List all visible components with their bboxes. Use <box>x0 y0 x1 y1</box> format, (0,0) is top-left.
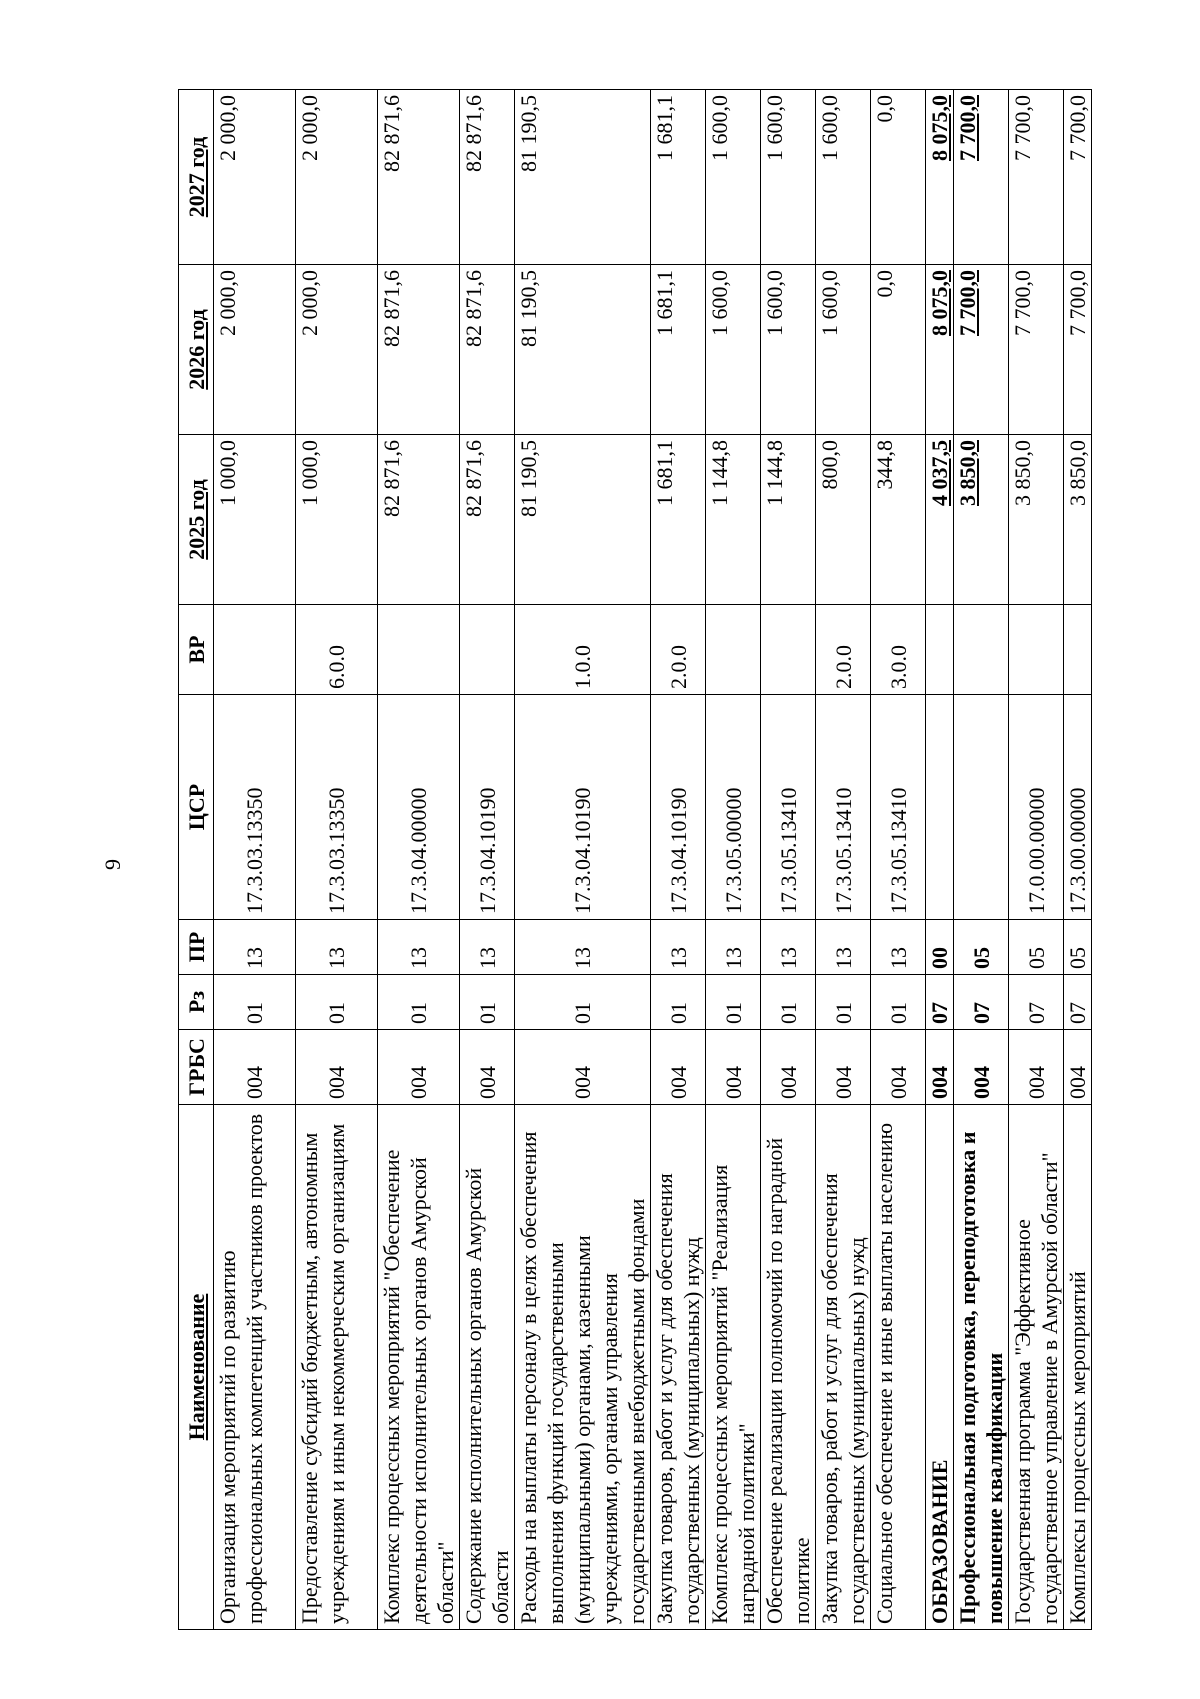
cell-pr: 00 <box>926 920 954 975</box>
cell-grbs: 004 <box>761 1030 816 1105</box>
cell-y2027: 1 600,0 <box>761 90 816 265</box>
cell-y2026: 81 190,5 <box>515 265 651 435</box>
cell-csr: 17.3.03.13350 <box>214 695 296 920</box>
cell-rz: 01 <box>816 975 871 1030</box>
table-row <box>954 90 1009 1630</box>
cell-csr: 17.3.05.00000 <box>706 695 761 920</box>
cell-pr: 05 <box>954 920 1009 975</box>
cell-pr: 05 <box>1009 920 1064 975</box>
cell-rz: 07 <box>1009 975 1064 1030</box>
cell-grbs: 004 <box>706 1030 761 1105</box>
cell-vr <box>378 605 460 695</box>
cell-y2027: 82 871,6 <box>378 90 460 265</box>
cell-pr: 13 <box>871 920 926 975</box>
cell-name: Государственная программа "Эффективное государственное управление в Амурской области" <box>1009 1105 1064 1630</box>
cell-rz: 01 <box>296 975 378 1030</box>
cell-vr <box>1064 605 1092 695</box>
cell-csr <box>954 695 1009 920</box>
cell-y2026: 7 700,0 <box>954 265 1009 435</box>
cell-rz: 01 <box>761 975 816 1030</box>
cell-name: Расходы на выплаты персоналу в целях обеспечения выполнения функций государственными (муниципальными) органами, казенными учреждениями, органами управления государственными внебюджетными фондами <box>515 1105 651 1630</box>
cell-grbs: 004 <box>871 1030 926 1105</box>
cell-rz: 01 <box>214 975 296 1030</box>
cell-y2026: 2 000,0 <box>214 265 296 435</box>
cell-csr: 17.0.00.00000 <box>1009 695 1064 920</box>
cell-grbs: 004 <box>651 1030 706 1105</box>
cell-name: Социальное обеспечение и иные выплаты населению <box>871 1105 926 1630</box>
cell-pr: 13 <box>651 920 706 975</box>
cell-rz: 01 <box>651 975 706 1030</box>
cell-y2026: 1 681,1 <box>651 265 706 435</box>
table-row <box>871 90 926 1630</box>
cell-grbs: 004 <box>515 1030 651 1105</box>
cell-csr: 17.3.05.13410 <box>871 695 926 920</box>
cell-grbs: 004 <box>378 1030 460 1105</box>
table-row <box>1009 90 1064 1630</box>
cell-vr: 2.0.0 <box>651 605 706 695</box>
header-vr: ВР <box>179 605 214 695</box>
cell-pr: 13 <box>515 920 651 975</box>
table-row <box>651 90 706 1630</box>
table-row <box>816 90 871 1630</box>
header-2026: 2026 год <box>179 265 214 435</box>
cell-y2026: 82 871,6 <box>460 265 515 435</box>
budget-table <box>178 89 1092 1630</box>
table-row <box>460 90 515 1630</box>
cell-name: Комплексы процессных мероприятий <box>1064 1105 1092 1630</box>
cell-vr: 2.0.0 <box>816 605 871 695</box>
cell-y2027: 1 600,0 <box>816 90 871 265</box>
cell-y2027: 2 000,0 <box>214 90 296 265</box>
cell-y2027: 0,0 <box>871 90 926 265</box>
cell-name: Закупка товаров, работ и услуг для обеспечения государственных (муниципальных) нужд <box>651 1105 706 1630</box>
cell-pr: 05 <box>1064 920 1092 975</box>
cell-name: Комплекс процессных мероприятий "Реализация наградной политики" <box>706 1105 761 1630</box>
cell-y2027: 81 190,5 <box>515 90 651 265</box>
cell-y2027: 7 700,0 <box>1064 90 1092 265</box>
cell-vr: 1.0.0 <box>515 605 651 695</box>
cell-csr: 17.3.04.10190 <box>651 695 706 920</box>
cell-grbs: 004 <box>296 1030 378 1105</box>
cell-pr: 13 <box>378 920 460 975</box>
cell-name: ОБРАЗОВАНИЕ <box>926 1105 954 1630</box>
header-grbs: ГРБС <box>179 1030 214 1105</box>
cell-vr <box>926 605 954 695</box>
cell-y2025: 1 000,0 <box>296 435 378 605</box>
cell-y2027: 82 871,6 <box>460 90 515 265</box>
cell-y2027: 8 075,0 <box>926 90 954 265</box>
cell-y2026: 82 871,6 <box>378 265 460 435</box>
header-2025: 2025 год <box>179 435 214 605</box>
cell-name: Комплекс процессных мероприятий "Обеспечение деятельности исполнительных органов Амурской области" <box>378 1105 460 1630</box>
cell-vr: 6.0.0 <box>296 605 378 695</box>
cell-vr <box>706 605 761 695</box>
cell-rz: 07 <box>926 975 954 1030</box>
cell-pr: 13 <box>460 920 515 975</box>
cell-csr: 17.3.04.00000 <box>378 695 460 920</box>
cell-vr <box>460 605 515 695</box>
cell-y2026: 2 000,0 <box>296 265 378 435</box>
cell-grbs: 004 <box>214 1030 296 1105</box>
table-row <box>378 90 460 1630</box>
cell-rz: 01 <box>871 975 926 1030</box>
cell-grbs: 004 <box>954 1030 1009 1105</box>
header-name: Наименование <box>179 1105 214 1630</box>
cell-y2025: 1 144,8 <box>706 435 761 605</box>
cell-y2027: 7 700,0 <box>954 90 1009 265</box>
cell-csr: 17.3.03.13350 <box>296 695 378 920</box>
cell-grbs: 004 <box>816 1030 871 1105</box>
cell-csr: 17.3.04.10190 <box>515 695 651 920</box>
cell-y2027: 7 700,0 <box>1009 90 1064 265</box>
page-number: 9 <box>100 859 125 870</box>
header-csr: ЦСР <box>179 695 214 920</box>
header-2027: 2027 год <box>179 90 214 265</box>
cell-csr: 17.3.05.13410 <box>761 695 816 920</box>
cell-y2025: 344,8 <box>871 435 926 605</box>
cell-name: Организация мероприятий по развитию профессиональных компетенций участников проектов <box>214 1105 296 1630</box>
cell-y2025: 1 000,0 <box>214 435 296 605</box>
cell-rz: 01 <box>706 975 761 1030</box>
cell-y2026: 1 600,0 <box>706 265 761 435</box>
table-row <box>515 90 651 1630</box>
header-pr: ПР <box>179 920 214 975</box>
table-header-row <box>179 90 214 1630</box>
cell-grbs: 004 <box>926 1030 954 1105</box>
cell-y2025: 3 850,0 <box>1064 435 1092 605</box>
cell-y2027: 1 681,1 <box>651 90 706 265</box>
cell-y2027: 1 600,0 <box>706 90 761 265</box>
cell-rz: 01 <box>460 975 515 1030</box>
cell-vr <box>1009 605 1064 695</box>
cell-csr <box>926 695 954 920</box>
table-row <box>296 90 378 1630</box>
cell-y2025: 82 871,6 <box>378 435 460 605</box>
cell-y2027: 2 000,0 <box>296 90 378 265</box>
cell-y2025: 1 144,8 <box>761 435 816 605</box>
cell-y2025: 81 190,5 <box>515 435 651 605</box>
cell-rz: 07 <box>954 975 1009 1030</box>
cell-name: Закупка товаров, работ и услуг для обеспечения государственных (муниципальных) нужд <box>816 1105 871 1630</box>
cell-name: Содержание исполнительных органов Амурской области <box>460 1105 515 1630</box>
cell-vr: 3.0.0 <box>871 605 926 695</box>
cell-name: Предоставление субсидий бюджетным, автономным учреждениям и иным некоммерческим организациям <box>296 1105 378 1630</box>
table-row <box>706 90 761 1630</box>
cell-vr <box>761 605 816 695</box>
cell-name: Обеспечение реализации полномочий по наградной политике <box>761 1105 816 1630</box>
budget-table-container <box>178 90 1200 1630</box>
cell-pr: 13 <box>706 920 761 975</box>
table-row <box>214 90 296 1630</box>
cell-y2025: 1 681,1 <box>651 435 706 605</box>
cell-y2026: 1 600,0 <box>816 265 871 435</box>
cell-y2026: 0,0 <box>871 265 926 435</box>
cell-pr: 13 <box>214 920 296 975</box>
cell-rz: 07 <box>1064 975 1092 1030</box>
header-rz: Рз <box>179 975 214 1030</box>
cell-name: Профессиональная подготовка, переподготовка и повышение квалификации <box>954 1105 1009 1630</box>
table-row <box>761 90 816 1630</box>
cell-y2025: 800,0 <box>816 435 871 605</box>
cell-rz: 01 <box>515 975 651 1030</box>
cell-csr: 17.3.05.13410 <box>816 695 871 920</box>
cell-pr: 13 <box>296 920 378 975</box>
cell-y2025: 3 850,0 <box>954 435 1009 605</box>
cell-y2025: 82 871,6 <box>460 435 515 605</box>
cell-grbs: 004 <box>460 1030 515 1105</box>
cell-y2026: 7 700,0 <box>1064 265 1092 435</box>
cell-pr: 13 <box>816 920 871 975</box>
cell-vr <box>954 605 1009 695</box>
cell-y2026: 8 075,0 <box>926 265 954 435</box>
table-row <box>1064 90 1092 1630</box>
cell-y2025: 3 850,0 <box>1009 435 1064 605</box>
cell-grbs: 004 <box>1064 1030 1092 1105</box>
cell-pr: 13 <box>761 920 816 975</box>
cell-csr: 17.3.00.00000 <box>1064 695 1092 920</box>
cell-vr <box>214 605 296 695</box>
cell-rz: 01 <box>378 975 460 1030</box>
cell-y2026: 7 700,0 <box>1009 265 1064 435</box>
cell-csr: 17.3.04.10190 <box>460 695 515 920</box>
cell-y2026: 1 600,0 <box>761 265 816 435</box>
cell-grbs: 004 <box>1009 1030 1064 1105</box>
cell-y2025: 4 037,5 <box>926 435 954 605</box>
table-row <box>926 90 954 1630</box>
